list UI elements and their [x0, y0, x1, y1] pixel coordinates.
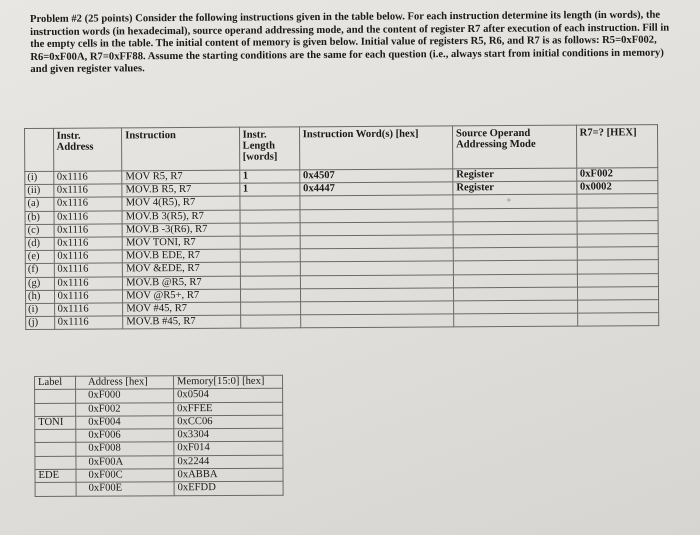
row-instruction: MOV 4(R5), R7 [122, 197, 239, 211]
row-address: 0x1116 [54, 303, 123, 317]
row-instruction: MOV.B #45, R7 [123, 315, 240, 329]
row-r7[interactable] [577, 234, 658, 248]
row-source[interactable] [453, 274, 577, 288]
row-r7[interactable] [577, 300, 658, 314]
row-words[interactable] [300, 288, 453, 302]
header-length: Instr. Length [words] [239, 127, 299, 170]
instruction-table-header [25, 125, 658, 172]
row-source[interactable] [454, 300, 578, 314]
header-address: Instr. Address [53, 128, 122, 171]
row-length[interactable] [240, 302, 300, 316]
row-r7[interactable] [577, 207, 658, 221]
row-source[interactable] [454, 313, 578, 327]
row-address: 0x1116 [53, 184, 122, 198]
header-mem-address: Address [hex] [76, 376, 174, 390]
row-label: (ii) [25, 185, 54, 198]
row-label: (h) [25, 290, 54, 303]
mem-label [35, 443, 76, 457]
mem-address: 0xF00A [76, 456, 174, 470]
row-instruction: MOV.B R5, R7 [122, 183, 239, 197]
row-label: (g) [25, 277, 54, 290]
mem-value: 0x3304 [174, 428, 283, 442]
row-r7[interactable] [577, 273, 658, 287]
row-address: 0x1116 [54, 210, 123, 224]
header-instruction: Instruction [122, 127, 240, 171]
row-instruction: MOV.B EDE, R7 [122, 249, 239, 263]
row-r7[interactable] [577, 260, 658, 274]
row-address: 0x1116 [54, 237, 123, 251]
row-label: (c) [25, 224, 54, 237]
mem-address: 0xF00E [76, 482, 174, 496]
row-address: 0x1116 [54, 290, 123, 304]
row-length[interactable] [240, 236, 300, 250]
header-mem-content: Memory[15:0] [hex] [174, 375, 283, 389]
row-instruction: MOV TONI, R7 [122, 236, 239, 250]
problem-statement: Problem #2 (25 points) Consider the following instructions given in the table below. For each instruction determine its length (in words), the instruction words (in hexadecimal), source operand addressing mode, and the content of register R7 after execution of each instruction. Fill in the empty cells in the table. The initial content of memory is given below. Initial value of registers R5, R6, and R7 is as follows: R5=0xF002, R6=0xF00A, R7=0xFF88. Assume the starting conditions are the same for each question (i.e., always start from initial conditions in memory) and given register values. [30, 9, 670, 76]
row-instruction: MOV.B 3(R5), R7 [122, 210, 239, 224]
row-r7[interactable] [577, 313, 658, 327]
mem-address: 0xF00C [76, 469, 174, 483]
row-source[interactable] [453, 287, 577, 301]
row-instruction: MOV @R5+, R7 [123, 289, 240, 303]
row-words[interactable] [300, 235, 453, 249]
row-length[interactable] [240, 209, 300, 223]
mem-label [35, 429, 76, 443]
mem-value: 0x0504 [174, 388, 283, 402]
instruction-table [24, 124, 659, 330]
mem-address: 0xF006 [76, 429, 174, 443]
row-source[interactable] [453, 221, 577, 235]
memory-row [35, 442, 283, 457]
mem-label [35, 456, 76, 470]
row-length[interactable] [240, 275, 300, 289]
row-address: 0x1116 [54, 263, 123, 277]
row-label: (i) [26, 303, 55, 316]
row-label: (b) [25, 211, 54, 224]
row-r7[interactable]: 0xF002 [576, 168, 657, 182]
mem-label [35, 483, 76, 497]
memory-table-header [35, 375, 283, 390]
row-address: 0x1116 [54, 224, 123, 238]
mem-value: 0xF014 [174, 442, 283, 456]
row-length[interactable]: 1 [239, 170, 299, 184]
row-r7[interactable] [577, 220, 658, 234]
row-label: (e) [25, 250, 54, 263]
memory-table [34, 375, 284, 497]
row-label: (j) [26, 316, 55, 329]
memory-row [35, 388, 283, 403]
header-mem-label: Label [35, 376, 76, 390]
memory-row [35, 428, 283, 443]
row-instruction: MOV #45, R7 [123, 302, 240, 316]
header-source-mode: Source Operand Addressing Mode [452, 125, 576, 169]
header-r7: R7=? [HEX] [576, 125, 658, 168]
mem-label [35, 403, 76, 417]
memory-row [35, 402, 283, 417]
memory-row [35, 482, 283, 497]
row-words[interactable] [300, 314, 453, 328]
row-words[interactable] [300, 208, 453, 222]
row-r7[interactable] [577, 286, 658, 300]
row-length[interactable] [240, 249, 300, 263]
row-length[interactable] [240, 262, 300, 276]
mem-value: 0xFFEE [174, 402, 283, 416]
mem-value: 0xEFDD [174, 482, 283, 496]
mem-address: 0xF008 [76, 442, 174, 456]
row-words[interactable] [300, 222, 453, 236]
mem-address: 0xF000 [76, 389, 174, 403]
row-instruction: MOV &EDE, R7 [123, 262, 240, 276]
table-row [26, 313, 659, 330]
row-address: 0x1116 [54, 276, 123, 290]
mem-label [35, 390, 76, 404]
row-words[interactable] [300, 301, 453, 315]
stray-mark: + [506, 195, 512, 206]
mem-value: 0xABBA [174, 468, 283, 482]
row-source[interactable] [453, 195, 577, 209]
row-words[interactable] [300, 274, 453, 288]
row-source[interactable] [453, 247, 577, 261]
row-source[interactable] [453, 260, 577, 274]
row-address: 0x1116 [53, 171, 122, 185]
row-r7[interactable]: 0x0002 [576, 181, 657, 195]
mem-address: 0xF004 [76, 416, 174, 430]
row-label: (a) [25, 198, 54, 211]
row-words[interactable] [300, 261, 453, 275]
row-source[interactable]: Register [453, 181, 577, 195]
row-label: (i) [25, 171, 54, 184]
row-instruction: MOV R5, R7 [122, 170, 239, 184]
header-instruction-words: Instruction Word(s) [hex] [299, 126, 452, 170]
row-length[interactable] [240, 223, 300, 237]
mem-value: 0x2244 [174, 455, 283, 469]
row-label: (f) [25, 264, 54, 277]
row-instruction: MOV.B @R5, R7 [123, 276, 240, 290]
memory-row [35, 455, 283, 470]
mem-address: 0xF002 [76, 402, 174, 416]
header-label [25, 128, 54, 171]
row-source[interactable] [453, 208, 577, 222]
row-address: 0x1116 [53, 197, 122, 211]
mem-label: EDE [35, 469, 76, 483]
row-source[interactable]: Register [453, 168, 577, 182]
row-length[interactable] [239, 196, 299, 210]
row-address: 0x1116 [54, 250, 123, 264]
mem-label: TONI [35, 416, 76, 430]
memory-row [35, 415, 283, 430]
row-source[interactable] [453, 234, 577, 248]
row-words[interactable] [300, 195, 453, 209]
row-length[interactable]: 1 [239, 183, 299, 197]
row-length[interactable] [240, 315, 300, 329]
row-words[interactable] [300, 248, 453, 262]
row-label: (d) [25, 237, 54, 250]
row-words[interactable]: 0x4447 [300, 182, 453, 196]
row-length[interactable] [240, 289, 300, 303]
memory-row [35, 468, 283, 483]
row-r7[interactable] [577, 247, 658, 261]
row-words[interactable]: 0x4507 [300, 169, 453, 183]
row-address: 0x1116 [54, 316, 123, 330]
mem-value: 0xCC06 [174, 415, 283, 429]
row-instruction: MOV.B -3(R6), R7 [122, 223, 239, 237]
row-r7[interactable] [577, 194, 658, 208]
